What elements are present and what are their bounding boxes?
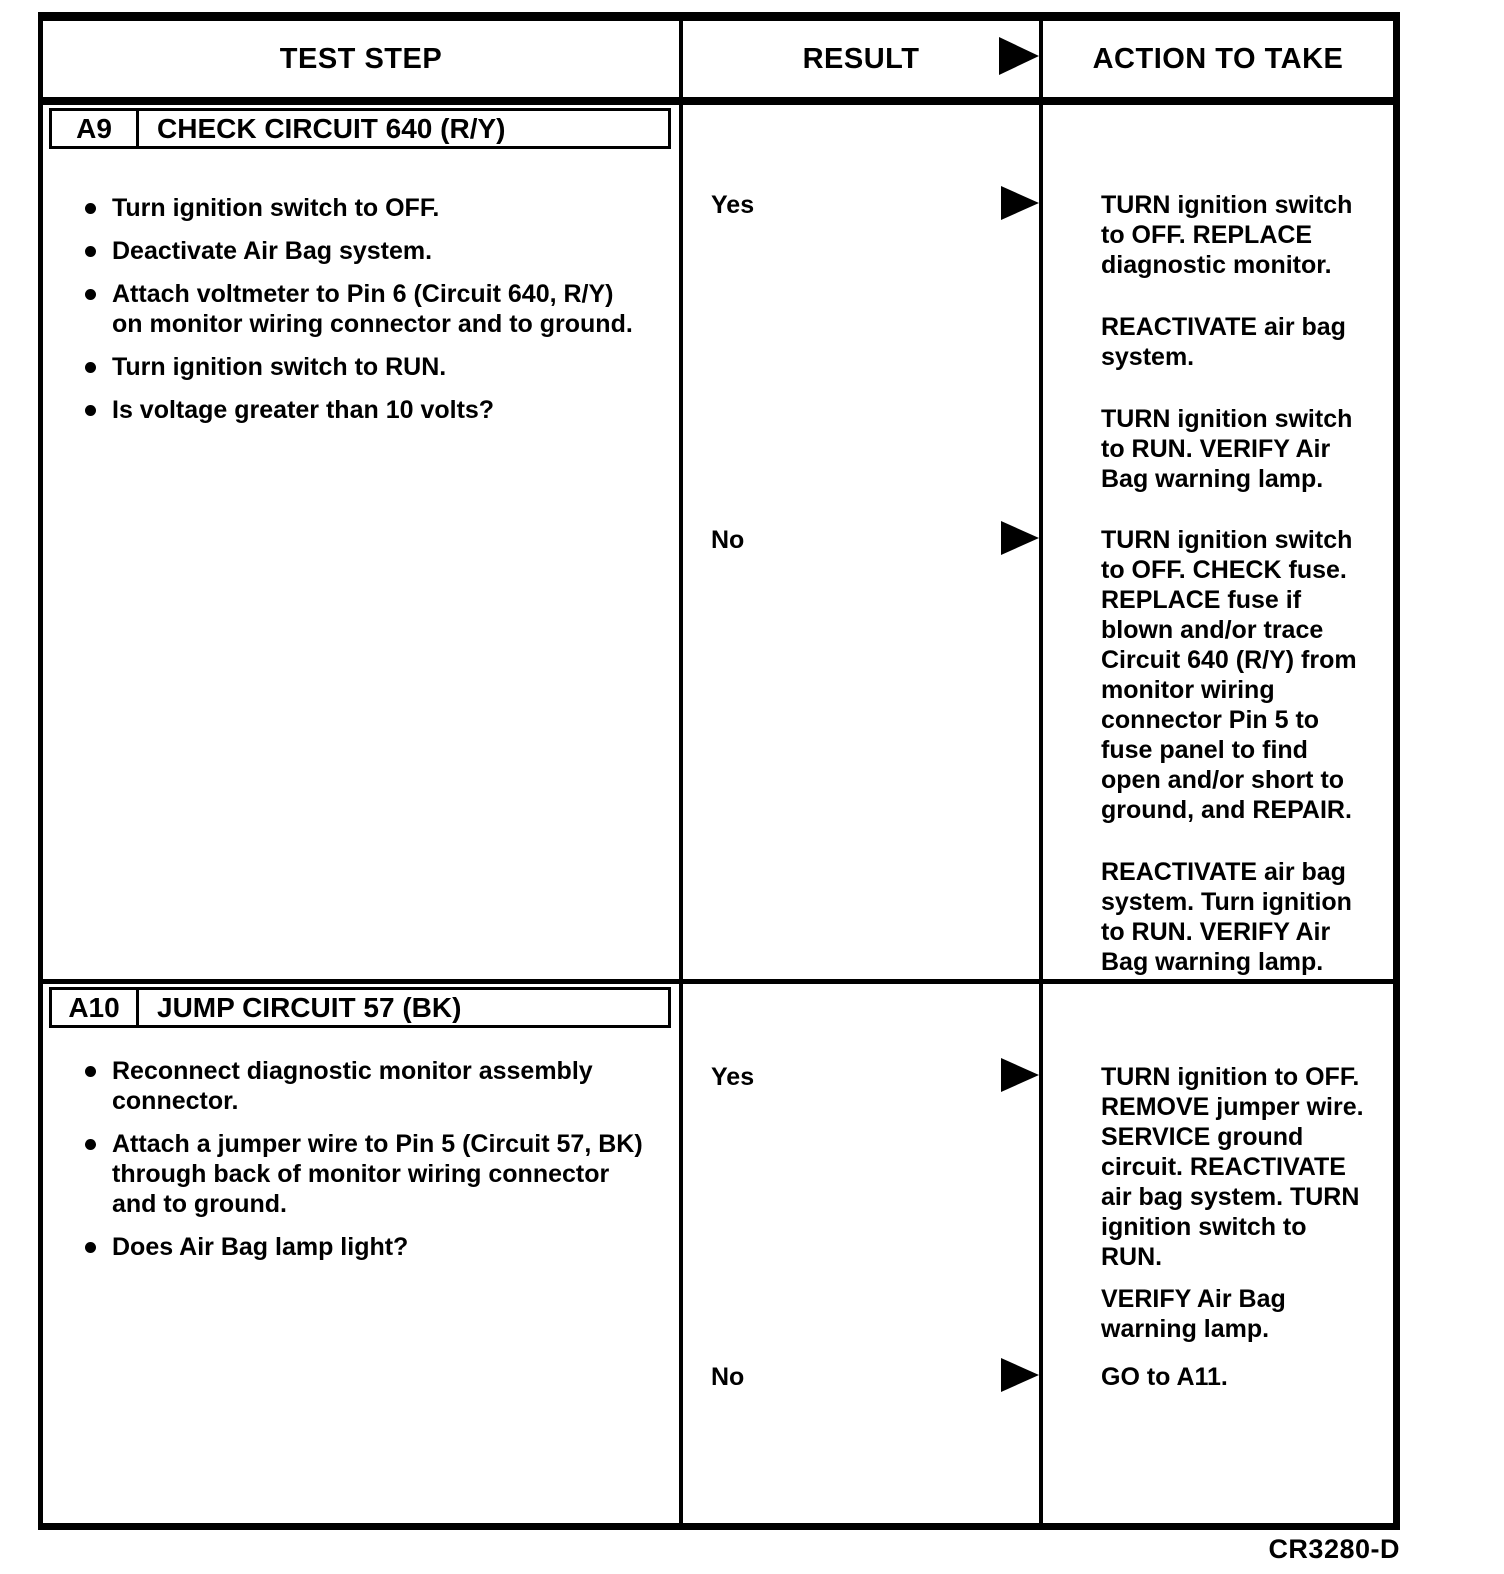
- section-a10: [43, 979, 1393, 1523]
- action-paragraph: TURN ignition to OFF. REMOVE jumper wire. SERVICE ground circuit. REACTIVATE air bag system. TURN ignition switch to RUN.: [1101, 1063, 1364, 1271]
- a9-test-step-cell: [43, 105, 679, 979]
- a9-no-arrow-icon: [1001, 521, 1039, 555]
- header-cell-action: [1039, 21, 1393, 105]
- action-paragraph: GO to A11.: [1101, 1363, 1228, 1391]
- a9-result-cell: [679, 105, 1039, 979]
- step-text: Turn ignition switch to RUN.: [112, 353, 447, 381]
- a9-yes-action-block: [1101, 190, 1371, 494]
- a9-step-header-box: [49, 108, 671, 149]
- bullet-icon: [85, 1139, 96, 1150]
- a10-yes-arrow-icon: [1001, 1058, 1039, 1092]
- a10-result-label-no: No: [711, 1363, 745, 1391]
- bullet-icon: [85, 1066, 96, 1077]
- list-item: [85, 352, 648, 382]
- a9-result-label-yes: Yes: [711, 191, 755, 219]
- bullet-icon: [85, 246, 96, 257]
- table-header-row: [43, 21, 1393, 105]
- a10-no-arrow-icon: [1001, 1358, 1039, 1392]
- a10-test-step-cell: [43, 979, 679, 1523]
- figure-code: CR3280-D: [1268, 1534, 1400, 1564]
- bullet-icon: [85, 1242, 96, 1253]
- a9-step-title: CHECK CIRCUIT 640 (R/Y): [157, 112, 506, 144]
- list-item: [85, 193, 648, 223]
- a9-step-id-badge: A9: [52, 111, 139, 146]
- a9-no-action-block: [1101, 525, 1371, 977]
- result-header-label: RESULT: [802, 42, 920, 75]
- list-item: [85, 1056, 648, 1116]
- a10-step-title: JUMP CIRCUIT 57 (BK): [157, 991, 462, 1023]
- action-paragraph: TURN ignition switch to RUN. VERIFY Air Bag warning lamp.: [1101, 405, 1353, 493]
- action-paragraph: REACTIVATE air bag system. Turn ignition to RUN. VERIFY Air Bag warning lamp.: [1101, 858, 1352, 976]
- action-paragraph: REACTIVATE air bag system.: [1101, 313, 1346, 371]
- list-item: [85, 1232, 648, 1262]
- a10-step-header-box: [49, 987, 671, 1028]
- a10-step-id-badge: A10: [52, 990, 139, 1025]
- step-text: Attach voltmeter to Pin 6 (Circuit 640, R/Y) on monitor wiring connector and to ground.: [112, 280, 633, 338]
- a9-step-list: [85, 193, 648, 438]
- list-item: [85, 1129, 648, 1219]
- step-text: Is voltage greater than 10 volts?: [112, 396, 495, 424]
- step-text: Turn ignition switch to OFF.: [112, 194, 440, 222]
- a10-yes-action-block: [1101, 1062, 1371, 1344]
- a10-no-action-block: [1101, 1362, 1371, 1392]
- header-cell-result: [679, 21, 1039, 105]
- bullet-icon: [85, 362, 96, 373]
- step-text: Does Air Bag lamp light?: [112, 1233, 409, 1261]
- list-item: [85, 236, 648, 266]
- header-cell-test-step: [43, 21, 679, 105]
- action-paragraph: TURN ignition switch to OFF. REPLACE diagnostic monitor.: [1101, 191, 1353, 279]
- a9-result-label-no: No: [711, 526, 745, 554]
- list-item: [85, 395, 648, 425]
- bullet-icon: [85, 203, 96, 214]
- diagnostic-table: [38, 12, 1400, 1530]
- bullet-icon: [85, 289, 96, 300]
- action-paragraph: TURN ignition switch to OFF. CHECK fuse. REPLACE fuse if blown and/or trace Circuit 640 (R/Y) from monitor wiring connector Pin 5 to fuse panel to find open and/or short to ground, and REPAIR.: [1101, 526, 1357, 824]
- result-arrow-icon: [999, 37, 1039, 75]
- action-paragraph: VERIFY Air Bag warning lamp.: [1101, 1285, 1286, 1343]
- section-a9: [43, 105, 1393, 979]
- a10-result-cell: [679, 979, 1039, 1523]
- a10-action-cell: [1039, 979, 1393, 1523]
- bullet-icon: [85, 405, 96, 416]
- action-header-label: ACTION TO TAKE: [1092, 42, 1344, 75]
- list-item: [85, 279, 648, 339]
- step-text: Attach a jumper wire to Pin 5 (Circuit 57, BK) through back of monitor wiring connector and to ground.: [112, 1130, 643, 1218]
- a9-yes-arrow-icon: [1001, 186, 1039, 220]
- a10-result-label-yes: Yes: [711, 1063, 755, 1091]
- step-text: Reconnect diagnostic monitor assembly connector.: [112, 1057, 593, 1115]
- step-text: Deactivate Air Bag system.: [112, 237, 433, 265]
- a9-action-cell: [1039, 105, 1393, 979]
- a10-step-list: [85, 1056, 648, 1275]
- test-step-header-label: TEST STEP: [279, 42, 443, 75]
